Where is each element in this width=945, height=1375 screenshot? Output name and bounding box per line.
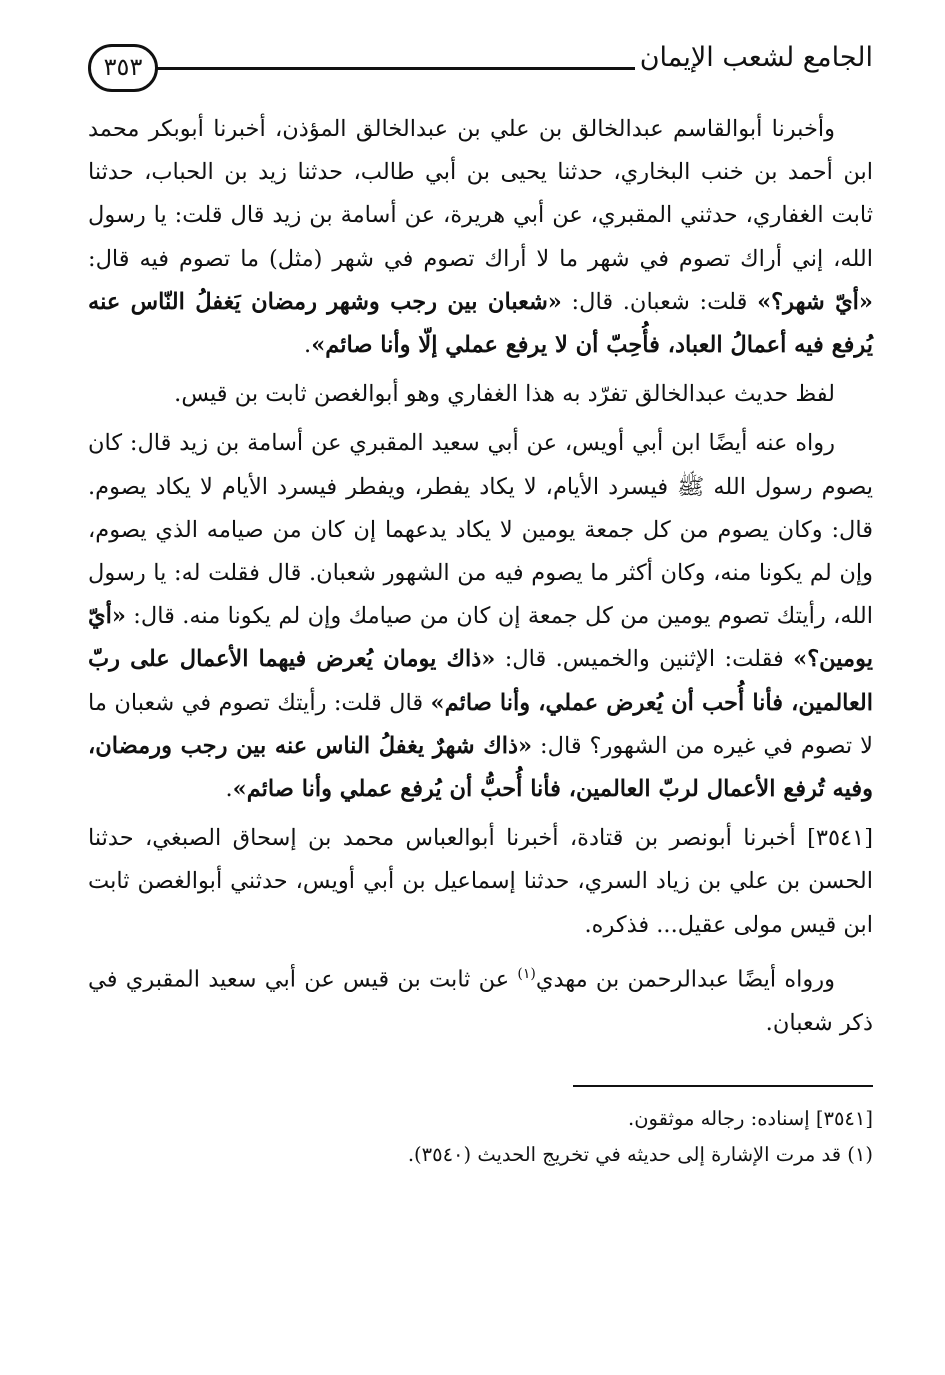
header-rule [148,67,635,70]
text-segment: رواه عنه أيضًا ابن أبي أويس، عن أبي سعيد المقبري عن أسامة بن زيد قال: كان يصوم رسول الله ﷺ فيسرد الأيام، لا يكاد يفطر، ويفطر فيسرد الأيام لا يكاد يصوم. قال: وكان يصوم من كل جمعة يومين لا يكاد يدعهما إن كان من صيامه الذي يصوم، وإن لم يكونا منه، وكان أكثر ما يصوم فيه من الشهور شعبان. قال فقلت له: يا رسول الله، رأيتك تصوم يومين من كل جمعة إن كان من صيامك وإن لم يكونا منه. قال: [88,430,873,630]
running-title: الجامع لشعب الإيمان [639,42,873,73]
text-segment: . [225,776,233,803]
footnote-2: (١) قد مرت الإشارة إلى حديثه في تخريج الحديث (٣٥٤٠). [407,1142,873,1166]
text-segment: فقلت: الإثنين والخميس. قال: [495,646,794,673]
paragraph-hadith-1 [88,108,873,367]
text-segment: لفظ حديث عبدالخالق تفرّد به هذا الغفاري وهو أبوالغصن ثابت بن قيس. [174,381,835,408]
hadith-quote: «ذاك شهرٌ يغفلُ الناس عنه بين رجب ورمضان، وفيه تُرفع الأعمال لربّ العالمين، فأنا أُحبُّ أن يُرفع عملي وأنا صائم» [88,732,873,803]
text-segment: قلت: شعبان. قال: [561,288,758,315]
text-segment: ورواه أيضًا عبدالرحمن بن مهدي [535,966,835,993]
page-header [88,30,873,108]
paragraph-hadith-2 [88,422,873,811]
paragraph-hadith-3541 [88,817,873,947]
text-segment: عن ثابت بن قيس عن أبي سعيد المقبري في ذكر شعبان. [88,966,873,1036]
text-segment: قال قلت: رأيتك تصوم في شعبان ما لا تصوم في غيره من الشهور؟ قال: [88,689,873,759]
footnote-marker: (١) [517,965,536,982]
footnote-1: [٣٥٤١] إسناده: رجاله موثقون. [628,1106,873,1130]
text-segment: [٣٥٤١] أخبرنا أبونصر بن قتادة، أخبرنا أبوالعباس محمد بن إسحاق الصبغي، حدثنا الحسن بن علي بن زياد السري، حدثنا إسماعيل بن أبي أويس، حدثني أبوالغصن ثابت ابن قيس مولى عقيل... فذكره. [88,825,873,938]
footnote-rule [573,1085,873,1087]
paragraph-narration [88,953,873,1045]
hadith-quote: «ذاك يومان يُعرض فيهما الأعمال على ربّ العالمين، فأنا أُحب أن يُعرض عملي، وأنا صائم» [88,646,874,716]
page-number: ٣٥٣ [88,44,158,92]
hadith-quote: «شعبان بين رجب وشهر رمضان يَغفلُ النّاس عنه يُرفع فيه أعمالُ العباد، فأُحِبّ أن لا يرفع عملي إلّا وأنا صائم» [88,288,873,359]
hadith-quote: «أيّ شهر؟» [757,288,873,315]
book-page [88,30,873,1350]
hadith-quote: «أيّ يومين؟» [88,603,873,673]
text-segment: وأخبرنا أبوالقاسم عبدالخالق بن علي بن عبدالخالق المؤذن، أخبرنا أبوبكر محمد ابن أحمد بن خنب البخاري، حدثنا يحيى بن أبي طالب، حدثنا زيد بن الحباب، حدثنا ثابت الغفاري، حدثني المقبري، عن أبي هريرة، عن أسامة بن زيد قال قلت: يا رسول الله، إني أراك تصوم في شهر ما لا أراك تصوم في شهر (مثل) ما تصوم فيه قال: [88,116,873,272]
paragraph-note [88,373,873,416]
text-segment: . [304,332,312,359]
